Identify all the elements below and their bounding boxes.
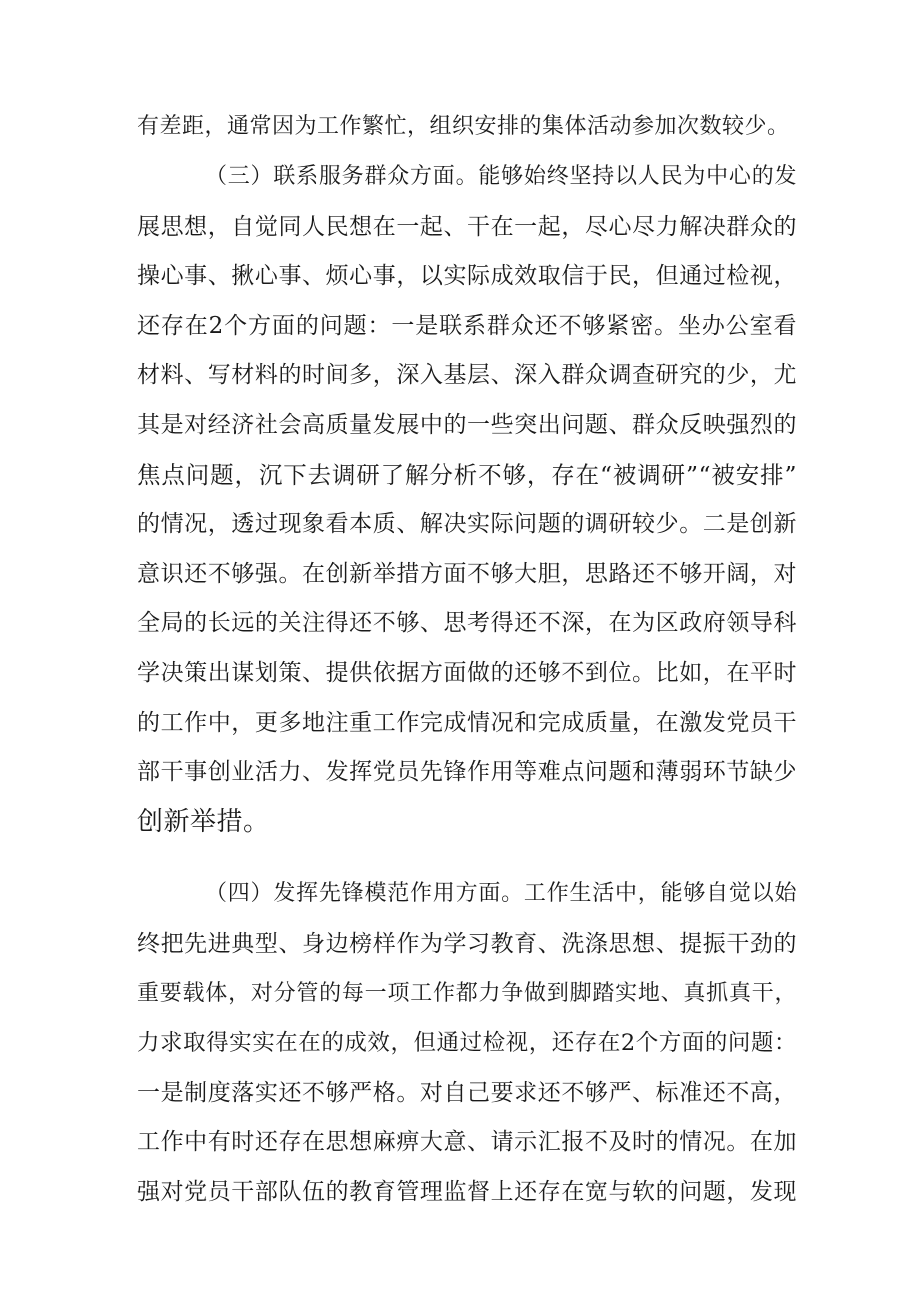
text-line: 学决策出谋划策、提供依据方面做的还够不到位。比如，在平时 (137, 660, 797, 686)
text-line: 一是制度落实还不够严格。对自己要求还不够严、标准还不高， (137, 1080, 797, 1106)
text-line: 全局的长远的关注得还不够、思考得还不深，在为区政府领导科 (137, 610, 797, 636)
text-line: 重要载体，对分管的每一项工作都力争做到脚踏实地、真抓真干， (137, 981, 797, 1006)
text-line: 意识还不够强。在创新举措方面不够大胆，思路还不够开阔，对 (137, 561, 797, 587)
text-line: 有差距，通常因为工作繁忙，组织安排的集体活动参加次数较少。 (137, 114, 790, 139)
text-line: 展思想，自觉同人民想在一起、干在一起，尽心尽力解决群众的 (137, 214, 797, 240)
text-line: 焦点问题，沉下去调研了解分析不够，存在“被调研”“被安排” (137, 461, 797, 489)
text-line: 的工作中，更多地注重工作完成情况和完成质量，在激发党员干 (137, 710, 797, 736)
text-line: 的情况，透过现象看本质、解决实际问题的调研较少。二是创新 (137, 511, 797, 537)
text-line: 强对党员干部队伍的教育管理监督上还存在宽与软的问题，发现 (137, 1179, 797, 1205)
text-line: 其是对经济社会高质量发展中的一些突出问题、群众反映强烈的 (137, 412, 797, 438)
section-heading-line: （三）联系服务群众方面。能够始终坚持以人民为中心的发 (205, 164, 797, 189)
text-line: 还存在2个方面的问题：一是联系群众还不够紧密。坐办公室看 (137, 313, 797, 339)
text-line: 力求取得实实在在的成效，但通过检视，还存在2个方面的问题： (137, 1030, 797, 1056)
text-line: 材料、写材料的时间多，深入基层、深入群众调查研究的少，尤 (137, 362, 797, 388)
section-heading-line: （四）发挥先锋模范作用方面。工作生活中，能够自觉以始 (205, 881, 797, 906)
text-line: 操心事、揪心事、烦心事，以实际成效取信于民，但通过检视， (137, 263, 797, 289)
text-line: 终把先进典型、身边榜样作为学习教育、洗涤思想、提振干劲的 (137, 931, 797, 957)
text-line: 工作中有时还存在思想麻痹大意、请示汇报不及时的情况。在加 (137, 1129, 797, 1155)
text-line: 部干事创业活力、发挥党员先锋作用等难点问题和薄弱环节缺少 (137, 759, 797, 785)
text-line: 创新举措。 (137, 807, 270, 837)
